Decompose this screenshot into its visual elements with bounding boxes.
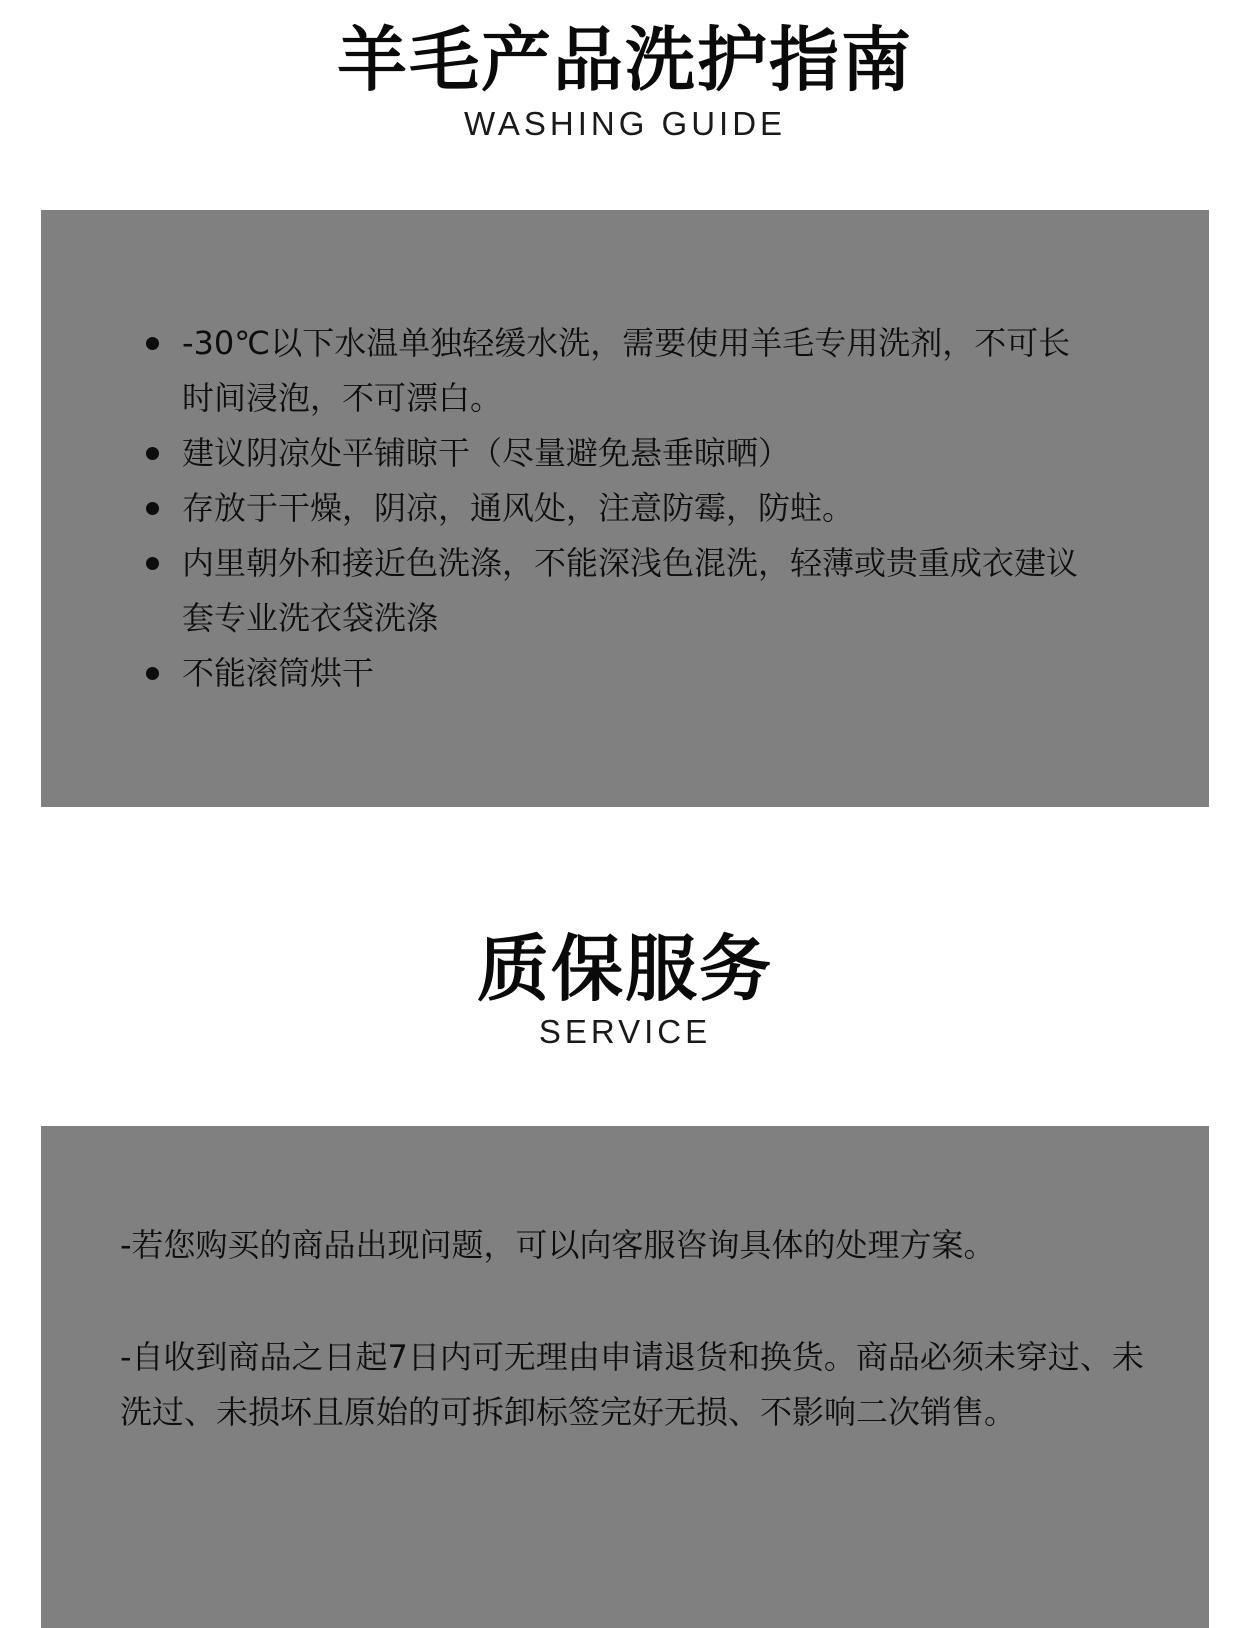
- washing-guide-title: 羊毛产品洗护指南: [337, 19, 913, 101]
- bullet-dot-icon: [146, 337, 159, 350]
- list-item: [140, 426, 1100, 481]
- washing-guide-subtitle: WASHING GUIDE: [463, 105, 787, 142]
- bullet-dot-icon: [146, 447, 159, 460]
- list-item: [140, 536, 1100, 646]
- washing-instructions-list: [140, 316, 1100, 701]
- list-item: [140, 481, 1100, 536]
- bullet-dot-icon: [146, 502, 159, 515]
- bullet-dot-icon: [146, 557, 159, 570]
- service-paragraph-return-policy: -自收到商品之日起7日内可无理由申请退货和换货。商品必须未穿过、未洗过、未损坏且原始的可拆卸标签完好无损、不影响二次销售。: [120, 1338, 1144, 1431]
- list-item-text: -30℃以下水温单独轻缓水洗，需要使用羊毛专用洗剂，不可长时间浸泡，不可漂白。: [182, 324, 1071, 417]
- service-subtitle: SERVICE: [538, 1013, 712, 1050]
- list-item-text: 不能滚筒烘干: [182, 654, 375, 692]
- list-item-text: 存放于干燥，阴凉，通风处，注意防霉，防蛀。: [182, 489, 855, 527]
- service-paragraph-issue: -若您购买的商品出现问题，可以向客服咨询具体的处理方案。: [120, 1226, 996, 1264]
- list-item: [140, 316, 1100, 426]
- list-item: [140, 646, 1100, 701]
- bullet-dot-icon: [146, 667, 159, 680]
- list-item-text: 内里朝外和接近色洗涤，不能深浅色混洗，轻薄或贵重成衣建议套专业洗衣袋洗涤: [182, 544, 1079, 637]
- service-title: 质保服务: [476, 927, 773, 1011]
- list-item-text: 建议阴凉处平铺晾干（尽量避免悬垂晾晒）: [182, 434, 791, 472]
